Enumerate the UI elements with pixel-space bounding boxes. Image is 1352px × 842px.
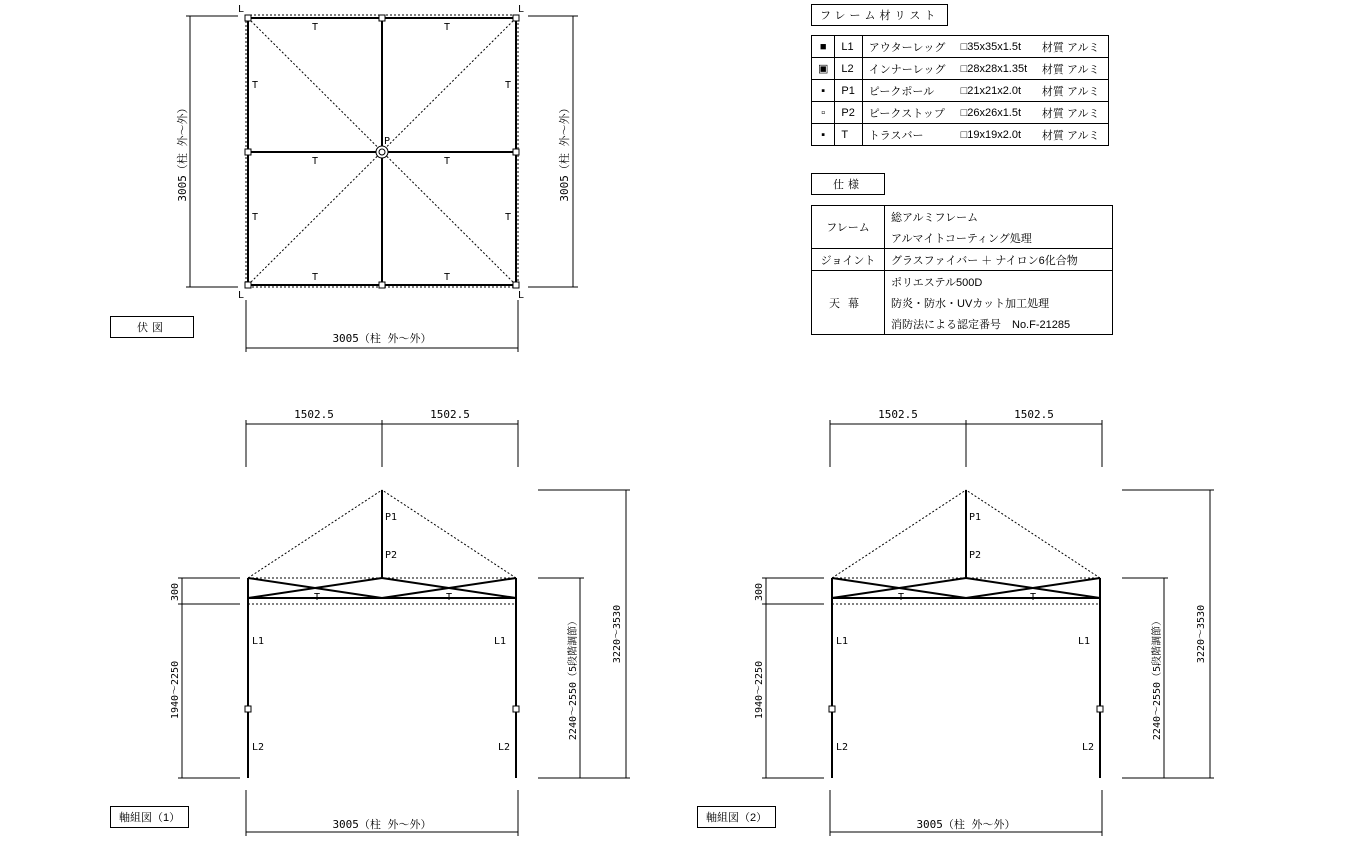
elev2-dim-truss: 300 bbox=[754, 582, 765, 602]
spec-frame-1: 総アルミフレーム bbox=[885, 206, 1113, 228]
name: アウターレッグ bbox=[862, 36, 954, 58]
code: L1 bbox=[835, 36, 862, 58]
frame-list-title: フレーム材リスト bbox=[811, 4, 948, 26]
material: 材質 アルミ bbox=[1036, 124, 1109, 146]
name: ピークポール bbox=[862, 80, 954, 102]
name: トラスバー bbox=[862, 124, 954, 146]
spec-frame-label: フレーム bbox=[812, 206, 885, 249]
spec-table bbox=[811, 205, 1113, 335]
plan-dim-bottom: 3005（柱 外～外） bbox=[332, 332, 432, 345]
elev1-dim-total: 3220～3530 bbox=[612, 604, 623, 664]
spec-frame-2: アルマイトコーティング処理 bbox=[885, 227, 1113, 249]
mark-T: T bbox=[312, 156, 319, 167]
table-row: ▣ L2 インナーレッグ □28x28x1.35t 材質 アルミ bbox=[812, 58, 1109, 80]
mark-T: T bbox=[505, 212, 512, 223]
material: 材質 アルミ bbox=[1036, 102, 1109, 124]
table-row bbox=[812, 249, 1113, 271]
mark-T: T bbox=[252, 212, 259, 223]
spec-joint-label: ジョイント bbox=[812, 249, 885, 271]
mark-L1: L1 bbox=[252, 636, 265, 647]
elev2-dim-bottom: 3005（柱 外～外） bbox=[916, 818, 1016, 831]
spec-canopy-2: 防炎・防水・UVカット加工処理 bbox=[885, 292, 1113, 313]
table-row bbox=[812, 271, 1113, 293]
mark-L1: L1 bbox=[494, 636, 507, 647]
mark-T: T bbox=[444, 272, 451, 283]
mark-T: T bbox=[312, 22, 319, 33]
material: 材質 アルミ bbox=[1036, 80, 1109, 102]
elev1-half-right: 1502.5 bbox=[430, 408, 470, 421]
mark-L1: L1 bbox=[1078, 636, 1091, 647]
material: 材質 アルミ bbox=[1036, 58, 1109, 80]
mark-T: T bbox=[444, 22, 451, 33]
plan-caption: 伏図 bbox=[110, 316, 194, 338]
mark-L2: L2 bbox=[1082, 742, 1095, 753]
name: インナーレッグ bbox=[862, 58, 954, 80]
size: □35x35x1.5t bbox=[955, 36, 1036, 58]
size: □19x19x2.0t bbox=[955, 124, 1036, 146]
elevation-2 bbox=[754, 408, 1214, 836]
mark-T: T bbox=[898, 592, 905, 603]
size: □21x21x2.0t bbox=[955, 80, 1036, 102]
mark-T: T bbox=[444, 156, 451, 167]
mark-L: L bbox=[238, 4, 245, 15]
mark-P1: P1 bbox=[385, 512, 398, 523]
mark-P2: P2 bbox=[969, 550, 982, 561]
table-row: ■ L1 アウターレッグ □35x35x1.5t 材質 アルミ bbox=[812, 36, 1109, 58]
elev1-half-left: 1502.5 bbox=[294, 408, 334, 421]
mark-L2: L2 bbox=[836, 742, 849, 753]
plan-view bbox=[175, 4, 578, 352]
mark-P1: P1 bbox=[969, 512, 982, 523]
elev1-dim-bottom: 3005（柱 外～外） bbox=[332, 818, 432, 831]
mark-L: L bbox=[518, 4, 525, 15]
spec-title: 仕様 bbox=[811, 173, 885, 195]
mark-T: T bbox=[312, 272, 319, 283]
size: □26x26x1.5t bbox=[955, 102, 1036, 124]
elev2-dim-eave: 2240～2550（5段階調節） bbox=[1152, 615, 1163, 741]
mark-L2: L2 bbox=[252, 742, 265, 753]
code: P1 bbox=[835, 80, 862, 102]
code: T bbox=[835, 124, 862, 146]
mark-L: L bbox=[518, 290, 525, 301]
elev2-caption: 軸組図（2） bbox=[697, 806, 776, 828]
plan-dim-left: 3005（柱 外～外） bbox=[176, 102, 189, 202]
elev1-caption: 軸組図（1） bbox=[110, 806, 189, 828]
mark-P2: P2 bbox=[385, 550, 398, 561]
elev1-dim-eave: 2240～2550（5段階調節） bbox=[568, 615, 579, 741]
name: ピークストップ bbox=[862, 102, 954, 124]
mark-T: T bbox=[446, 592, 453, 603]
spec-canopy-1: ポリエステル500D bbox=[885, 271, 1113, 293]
mark-L1: L1 bbox=[836, 636, 849, 647]
mark-T: T bbox=[252, 80, 259, 91]
mark-T: T bbox=[314, 592, 321, 603]
elev2-dim-total: 3220～3530 bbox=[1196, 604, 1207, 664]
elev2-half-left: 1502.5 bbox=[878, 408, 918, 421]
mark-L2: L2 bbox=[498, 742, 511, 753]
elev1-dim-truss: 300 bbox=[170, 582, 181, 602]
size: □28x28x1.35t bbox=[955, 58, 1036, 80]
mark-P: P bbox=[384, 136, 391, 147]
mark-T: T bbox=[1030, 592, 1037, 603]
table-row: ▪ T トラスバー □19x19x2.0t 材質 アルミ bbox=[812, 124, 1109, 146]
material: 材質 アルミ bbox=[1036, 36, 1109, 58]
table-row: ▫ P2 ピークストップ □26x26x1.5t 材質 アルミ bbox=[812, 102, 1109, 124]
spec-canopy-label: 天幕 bbox=[812, 271, 885, 335]
code: L2 bbox=[835, 58, 862, 80]
elevation-1 bbox=[170, 408, 630, 836]
mark-T: T bbox=[505, 80, 512, 91]
elev2-dim-leg: 1940～2250 bbox=[754, 660, 765, 720]
elev2-half-right: 1502.5 bbox=[1014, 408, 1054, 421]
code: P2 bbox=[835, 102, 862, 124]
table-row: ▪ P1 ピークポール □21x21x2.0t 材質 アルミ bbox=[812, 80, 1109, 102]
frame-list-table bbox=[811, 35, 1109, 146]
spec-canopy-3: 消防法による認定番号 No.F-21285 bbox=[885, 313, 1113, 335]
plan-dim-right: 3005（柱 外～外） bbox=[558, 102, 571, 202]
elev1-dim-leg: 1940～2250 bbox=[170, 660, 181, 720]
spec-joint-1: グラスファイバー ＋ ナイロン6化合物 bbox=[885, 249, 1113, 271]
table-row bbox=[812, 206, 1113, 228]
mark-L: L bbox=[238, 290, 245, 301]
